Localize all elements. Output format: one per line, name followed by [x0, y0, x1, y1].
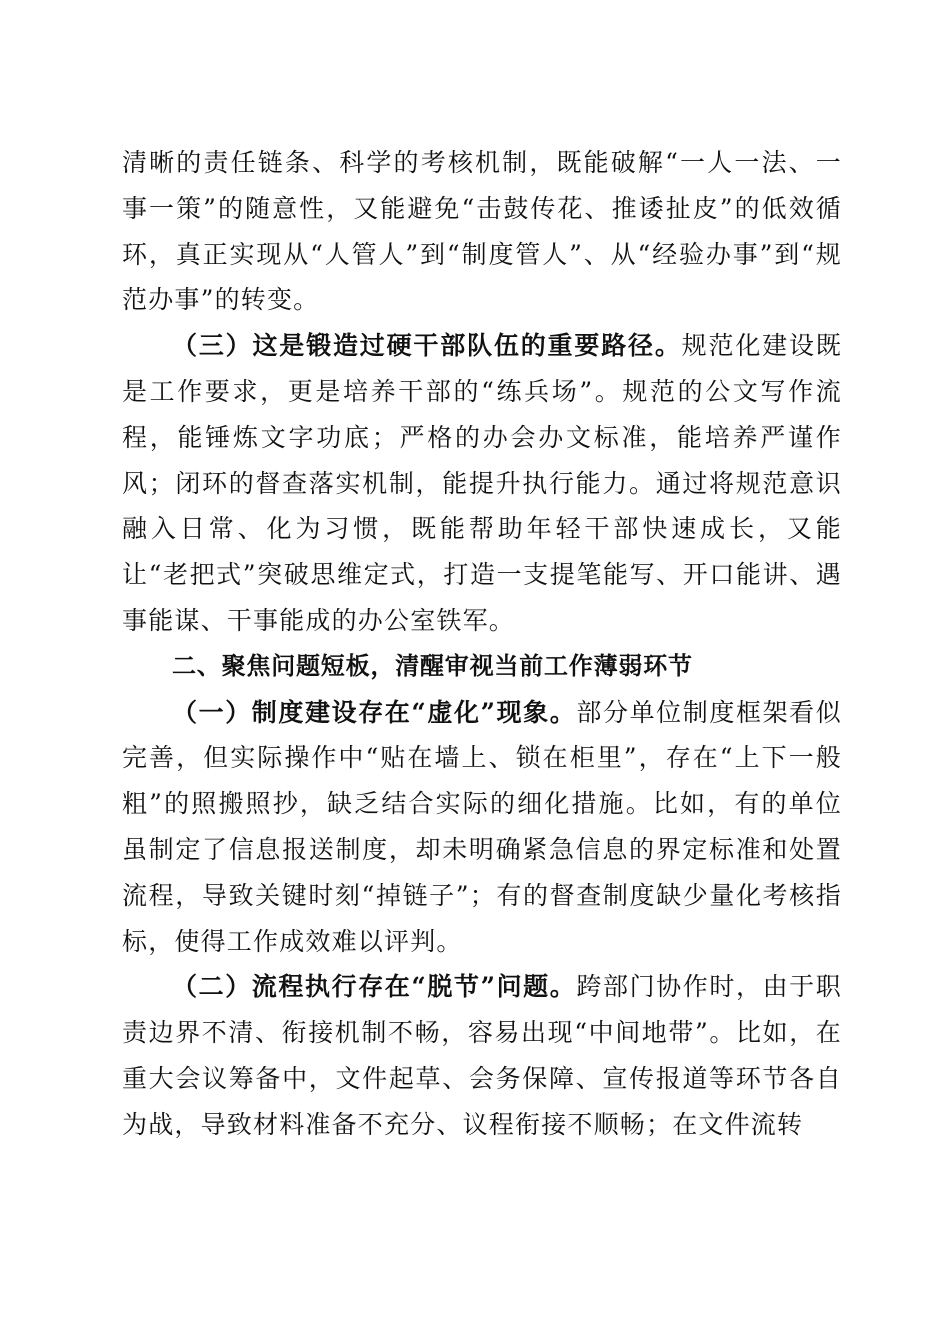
paragraph-text: 跨部门协作时，由于职责边界不清、衔接机制不畅，容易出现“中间地带”。比如，在重大会议筹备中，文件起草、会务保障、宣传报道等环节各自为战，导致材料准备不充分、议程衔接不顺畅；在文件流转 [122, 972, 842, 1139]
paragraph-point-one [122, 690, 842, 965]
paragraph-lead: （二）流程执行存在“脱节”问题。 [172, 972, 577, 1002]
paragraph-point-three [122, 323, 842, 644]
paragraph-text: 规范化建设既是工作要求，更是培养干部的“练兵场”。规范的公文写作流程，能锤炼文字功底；严格的办会办文标准，能培养严谨作风；闭环的督查落实机制，能提升执行能力。通过将规范意识融入日常、化为习惯，既能帮助年轻干部快速成长，又能让“老把式”突破思维定式，打造一支提笔能写、开口能讲、遇事能谋、干事能成的办公室铁军。 [122, 331, 842, 635]
paragraph-continuation [122, 140, 842, 323]
section-heading: 二、聚焦问题短板，清醒审视当前工作薄弱环节 [172, 651, 693, 680]
paragraph-text: 部分单位制度框架看似完善，但实际操作中“贴在墙上、锁在柜里”，存在“上下一般粗”的照搬照抄，缺乏结合实际的细化措施。比如，有的单位虽制定了信息报送制度，却未明确紧急信息的界定标准和处置流程，导致关键时刻“掉链子”；有的督查制度缺少量化考核指标，使得工作成效难以评判。 [122, 697, 842, 956]
paragraph-text: 清晰的责任链条、科学的考核机制，既能破解“一人一法、一事一策”的随意性，又能避免“击鼓传花、推诿扯皮”的低效循环，真正实现从“人管人”到“制度管人”、从“经验办事”到“规范办事”的转变。 [122, 148, 842, 315]
paragraph-point-two [122, 964, 842, 1147]
paragraph-lead: （三）这是锻造过硬干部队伍的重要路径。 [172, 331, 682, 361]
paragraph-lead: （一）制度建设存在“虚化”现象。 [172, 697, 577, 727]
document-body [122, 140, 842, 1148]
